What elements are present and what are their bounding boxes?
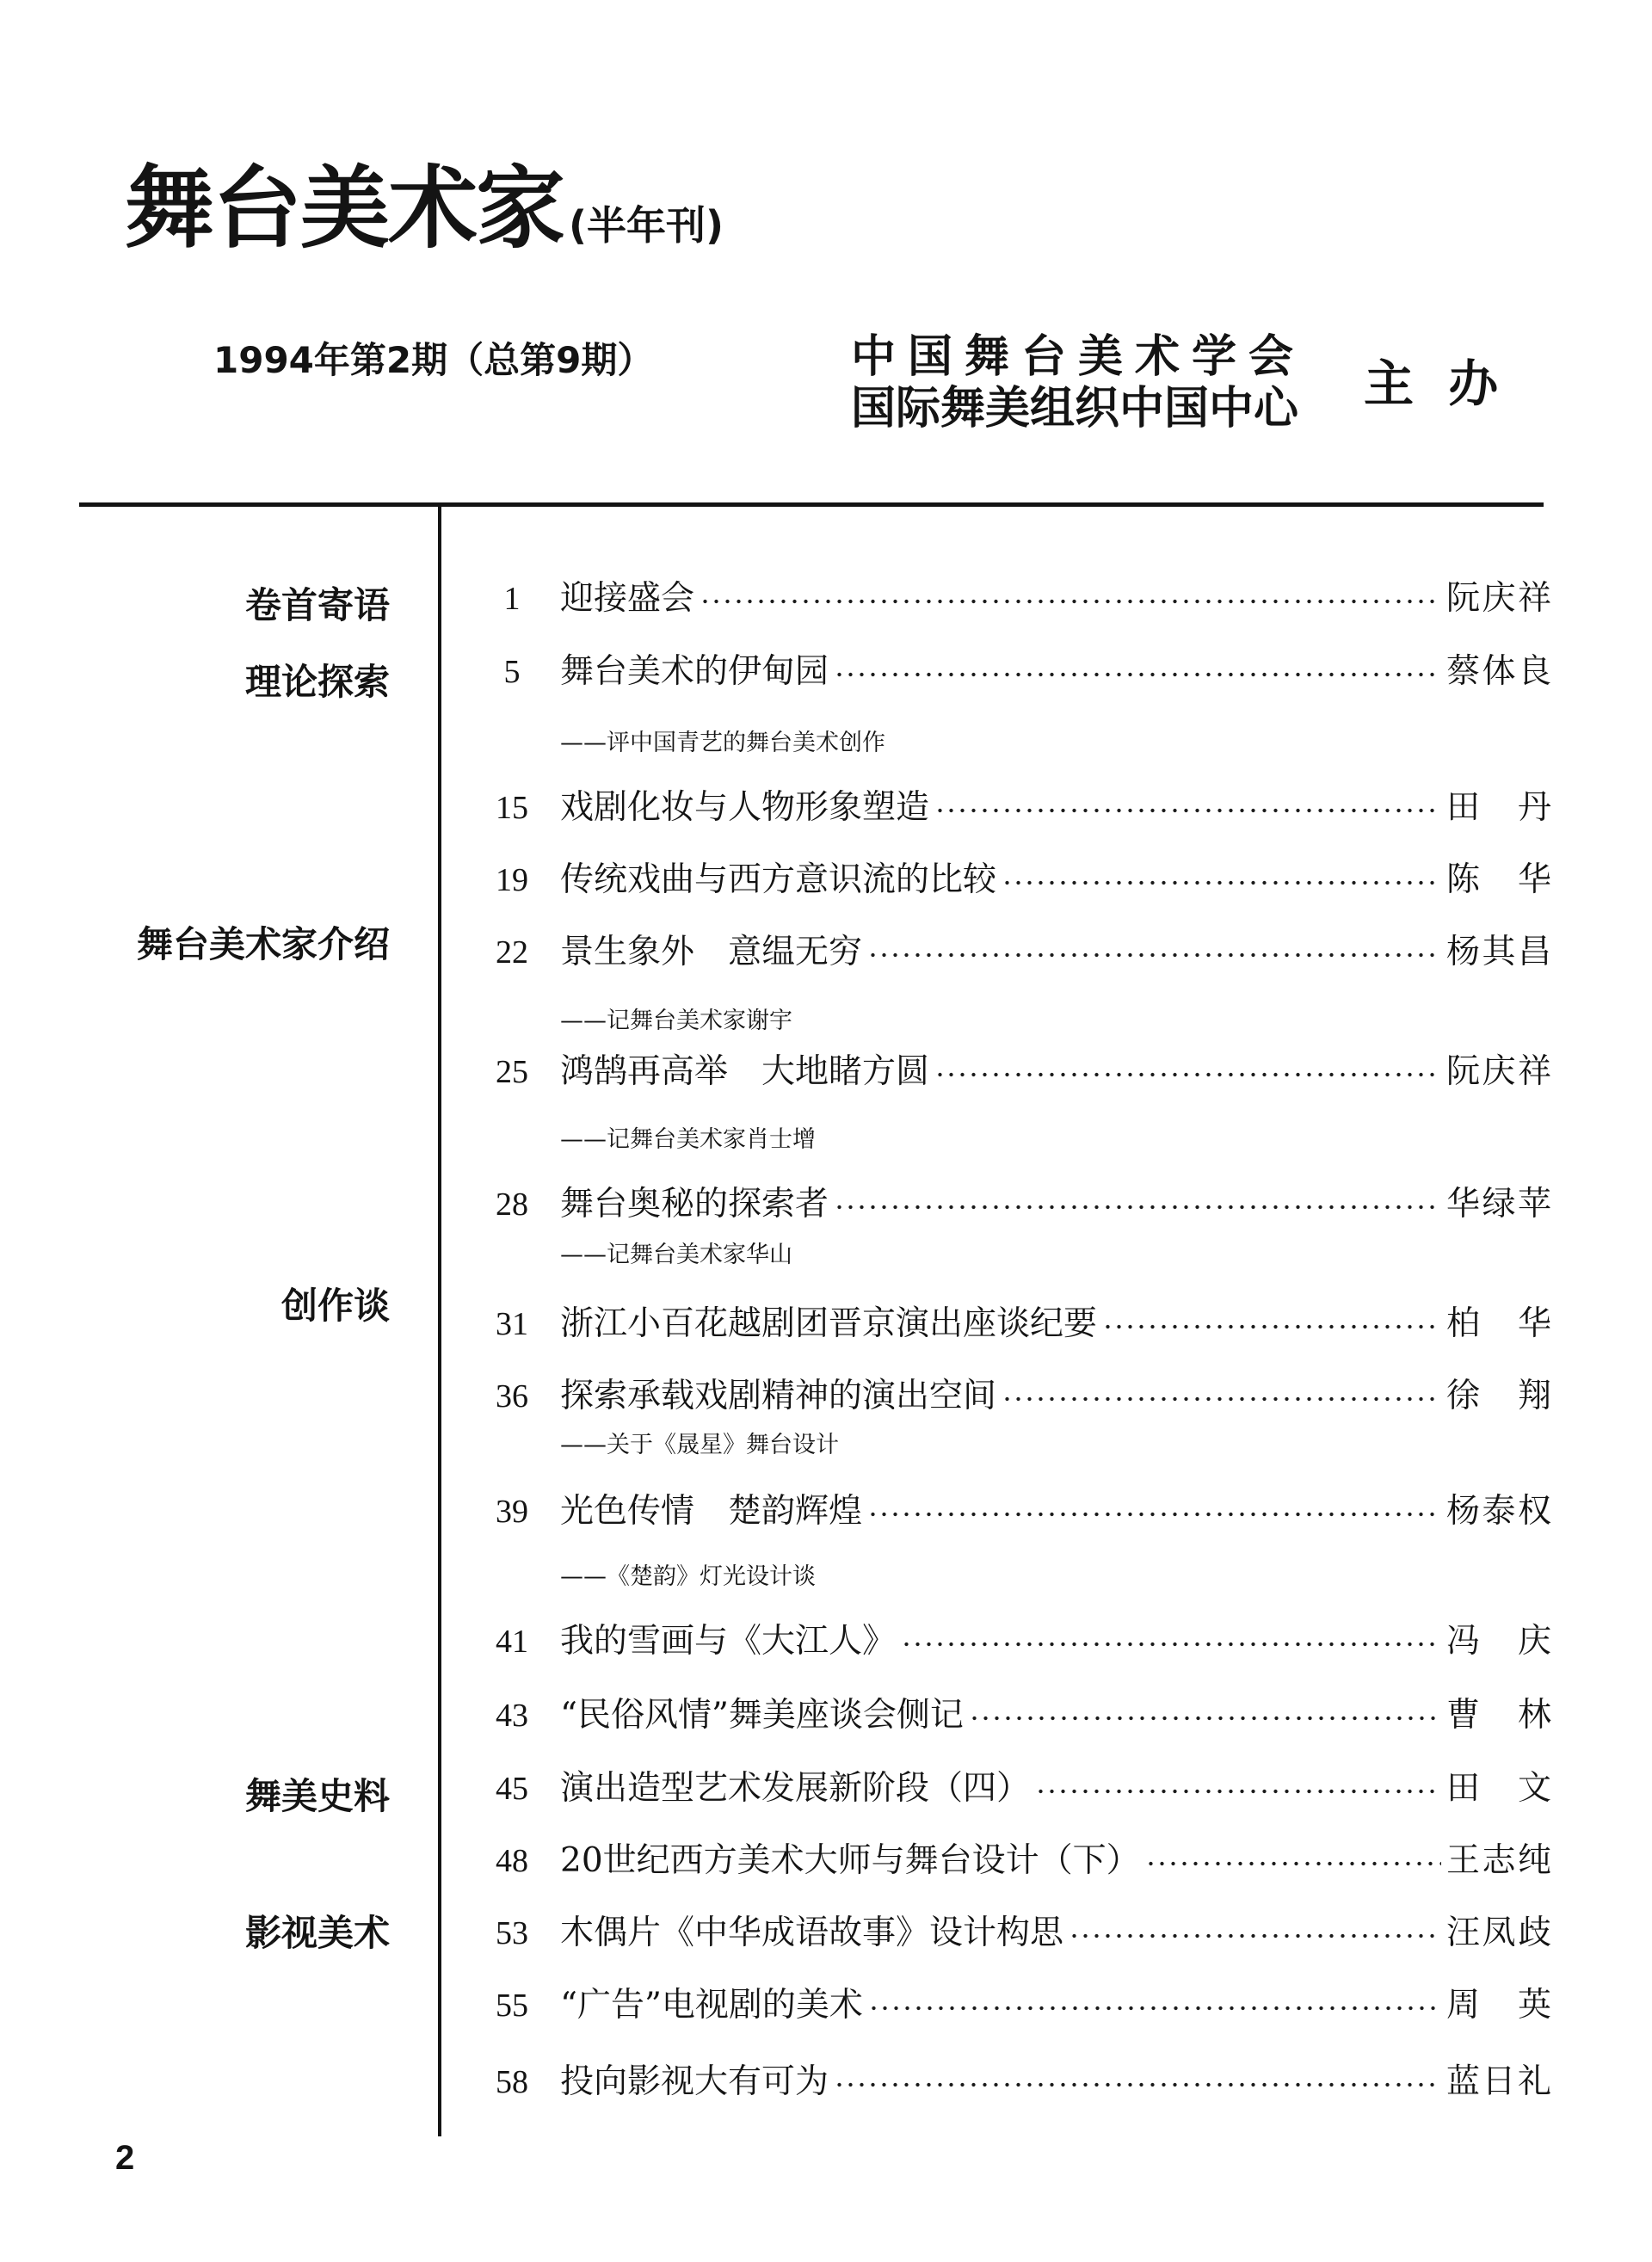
toc-title: 舞台奥秘的探索者 [560,1185,829,1223]
toc-entry [482,1051,1551,1094]
toc-entry [482,1840,1551,1883]
toc-author: 田 文 [1446,1769,1551,1808]
toc-subtitle: ——记舞台美术家谢宇 [560,1008,792,1034]
toc-entry [482,1620,1551,1663]
masthead [125,155,724,261]
toc-title: 景生象外 意缊无穷 [560,933,863,971]
toc-subtitle: ——记舞台美术家肖士增 [560,1126,816,1153]
publisher-line-1: 中国舞台美术学会 [851,332,1306,382]
toc-title: 浙江小百花越剧团晋京演出座谈纪要 [560,1304,1098,1343]
dot-leader [834,2081,1441,2088]
magazine-title: 舞台美术家 [125,155,564,261]
toc-author: 汪凤歧 [1446,1914,1551,1952]
toc-title: “民俗风情”舞美座谈会侧记 [560,1696,964,1735]
toc-page-number: 19 [496,862,528,898]
toc-author: 蔡体良 [1446,652,1551,691]
dot-leader [934,1071,1441,1078]
toc-entry [482,1183,1551,1226]
toc-author: 华绿苹 [1446,1185,1551,1223]
dot-leader [867,952,1441,958]
dot-leader [1102,1323,1441,1330]
dot-leader [834,671,1441,678]
toc-entry [482,786,1551,829]
toc-author: 周 英 [1446,1986,1551,2025]
section-label: 舞美史料 [244,1775,390,1817]
toc-title: 演出造型艺术发展新阶段（四） [560,1769,1031,1808]
section-label: 卷首寄语 [244,584,390,626]
dot-leader [901,1641,1441,1648]
toc-author: 蓝日礼 [1446,2062,1551,2101]
sponsor-label: 主 办 [1364,354,1507,413]
toc-page-number: 55 [496,1988,528,2024]
toc-title: 鸿鹄再高举 大地睹方圆 [560,1052,930,1091]
toc-entry [482,1303,1551,1346]
toc-title: 木偶片《中华成语故事》设计构思 [560,1914,1064,1952]
toc-title: 迎接盛会 [560,579,695,618]
toc-page-number: 43 [496,1698,528,1734]
toc-page-number: 28 [496,1186,528,1223]
toc-page-number: 45 [496,1771,528,1807]
toc-author: 田 丹 [1446,788,1551,827]
toc-entry [482,1694,1551,1737]
toc-author: 王志纯 [1446,1841,1551,1880]
toc-page-number: 31 [496,1306,528,1342]
section-label: 影视美术 [244,1912,390,1954]
toc-author: 杨泰权 [1446,1492,1551,1531]
toc-author: 阮庆祥 [1446,1052,1551,1091]
publisher-line-2: 国际舞美组织中国中心 [851,384,1299,434]
toc-page-number: 25 [496,1054,528,1090]
toc-title: 20世纪西方美术大师与舞台设计（下） [560,1841,1140,1880]
dot-leader [1145,1860,1441,1867]
toc-page-number: 41 [496,1624,528,1660]
toc-author: 曹 林 [1446,1696,1551,1735]
dot-leader [1035,1788,1441,1795]
toc-entry [482,1984,1551,2027]
toc-author: 陈 华 [1446,860,1551,899]
section-label: 理论探索 [244,661,390,703]
toc-title: 舞台美术的伊甸园 [560,652,829,691]
toc-entry [482,931,1551,974]
toc-entry [482,1375,1551,1418]
dot-leader [1002,879,1441,886]
toc-page-number: 39 [496,1494,528,1530]
toc-page-number: 48 [496,1843,528,1879]
toc-entry [482,650,1551,693]
toc-author: 徐 翔 [1446,1377,1551,1415]
toc-subtitle: ——《楚韵》灯光设计谈 [560,1563,816,1590]
toc-title: “广告”电视剧的美术 [560,1986,863,2025]
toc-page-number: 36 [496,1378,528,1415]
page-number: 2 [115,2139,135,2177]
dot-leader [969,1715,1441,1722]
toc-entry [482,1767,1551,1810]
magazine-frequency: (半年刊) [569,202,724,249]
toc-page-number: 22 [496,934,528,971]
toc-title: 戏剧化妆与人物形象塑造 [560,788,930,827]
toc-page-number: 1 [503,581,521,617]
issue-number: 1994年第2期（总第9期） [213,339,654,381]
toc-entry [482,2061,1551,2104]
dot-leader [700,598,1441,605]
toc-entry [482,577,1551,620]
toc-page-number: 58 [496,2064,528,2100]
toc-author: 阮庆祥 [1446,579,1551,618]
toc-title: 探索承载戏剧精神的演出空间 [560,1377,997,1415]
toc-subtitle: ——关于《晟星》舞台设计 [560,1432,839,1458]
toc-page-number: 5 [503,654,521,690]
toc-title: 我的雪画与《大江人》 [560,1622,897,1661]
toc-author: 柏 华 [1446,1304,1551,1343]
header-divider [79,502,1544,507]
dot-leader [867,1511,1441,1518]
section-label: 创作谈 [280,1285,390,1327]
dot-leader [1002,1396,1441,1402]
toc-entry [482,1490,1551,1533]
dot-leader [934,807,1441,814]
toc-title: 光色传情 楚韵辉煌 [560,1492,863,1531]
toc-title: 投向影视大有可为 [560,2062,829,2101]
toc-entry [482,859,1551,902]
toc-page-number: 53 [496,1915,528,1951]
dot-leader [834,1204,1441,1211]
toc-title: 传统戏曲与西方意识流的比较 [560,860,997,899]
section-label: 舞台美术家介绍 [136,923,390,965]
toc-subtitle: ——评中国青艺的舞台美术创作 [560,730,885,756]
dot-leader [1069,1932,1441,1939]
dot-leader [868,2005,1441,2012]
toc-page-number: 15 [496,790,528,826]
toc-subtitle: ——记舞台美术家华山 [560,1242,792,1268]
column-divider [438,507,441,2136]
toc-author: 杨其昌 [1446,933,1551,971]
toc-author: 冯 庆 [1446,1622,1551,1661]
toc-entry [482,1912,1551,1955]
